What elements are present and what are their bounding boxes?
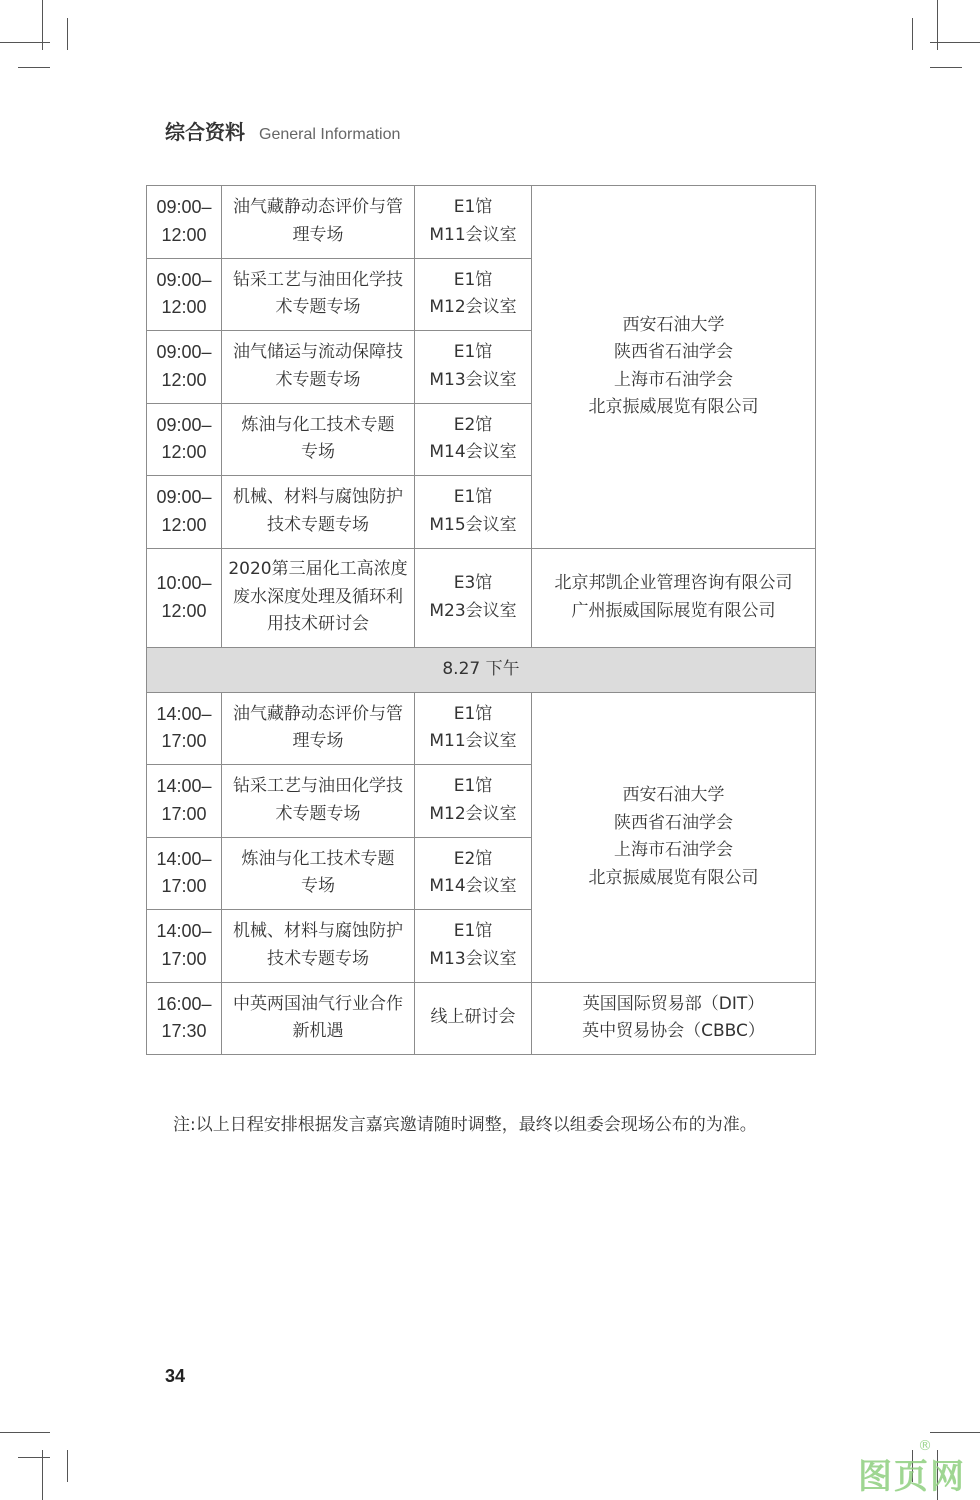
organizer-cell: 西安石油大学 陕西省石油学会 上海市石油学会 北京振威展览有限公司 xyxy=(532,692,816,982)
page-header xyxy=(165,116,400,145)
organizer-cell: 北京邦凯企业管理咨询有限公司 广州振威国际展览有限公司 xyxy=(532,548,816,647)
crop-mark xyxy=(937,0,938,50)
crop-mark xyxy=(18,67,50,68)
watermark-logo: 图页网 xyxy=(858,1457,966,1497)
crop-mark xyxy=(0,1432,50,1433)
venue-cell: E1馆 M13会议室 xyxy=(415,910,532,983)
venue-cell: E2馆 M14会议室 xyxy=(415,403,532,476)
crop-mark xyxy=(42,0,43,50)
topic-cell: 钻采工艺与油田化学技 术专题专场 xyxy=(222,765,415,838)
topic-cell: 机械、材料与腐蚀防护 技术专题专场 xyxy=(222,910,415,983)
time-cell: 14:00– 17:00 xyxy=(147,837,222,910)
time-cell: 09:00– 12:00 xyxy=(147,258,222,331)
topic-cell: 油气藏静动态评价与管 理专场 xyxy=(222,186,415,259)
crop-mark xyxy=(930,67,962,68)
topic-cell: 钻采工艺与油田化学技 术专题专场 xyxy=(222,258,415,331)
organizer-cell: 西安石油大学 陕西省石油学会 上海市石油学会 北京振威展览有限公司 xyxy=(532,186,816,549)
venue-cell: E1馆 M12会议室 xyxy=(415,765,532,838)
crop-mark xyxy=(912,18,913,50)
table-row xyxy=(147,186,816,259)
table-row xyxy=(147,982,816,1054)
venue-cell: E3馆 M23会议室 xyxy=(415,548,532,647)
topic-cell: 油气储运与流动保障技 术专题专场 xyxy=(222,331,415,404)
organizer-cell: 英国国际贸易部（DIT） 英中贸易协会（CBBC） xyxy=(532,982,816,1054)
crop-mark xyxy=(930,1432,980,1433)
time-cell: 09:00– 12:00 xyxy=(147,476,222,549)
topic-cell: 炼油与化工技术专题 专场 xyxy=(222,837,415,910)
topic-cell: 机械、材料与腐蚀防护 技术专题专场 xyxy=(222,476,415,549)
venue-cell: E1馆 M13会议室 xyxy=(415,331,532,404)
time-cell: 14:00– 17:00 xyxy=(147,692,222,765)
header-title-en: General Information xyxy=(259,126,401,143)
registered-mark: ® xyxy=(918,1438,932,1454)
time-cell: 10:00– 12:00 xyxy=(147,548,222,647)
topic-cell: 油气藏静动态评价与管 理专场 xyxy=(222,692,415,765)
section-header-row xyxy=(147,647,816,692)
time-cell: 14:00– 17:00 xyxy=(147,765,222,838)
venue-cell: E1馆 M11会议室 xyxy=(415,186,532,259)
schedule-table xyxy=(146,185,816,1055)
crop-mark xyxy=(67,1450,68,1482)
time-cell: 09:00– 12:00 xyxy=(147,331,222,404)
time-cell: 16:00– 17:30 xyxy=(147,982,222,1054)
section-label: 8.27 下午 xyxy=(147,647,816,692)
page-number: 34 xyxy=(165,1366,186,1386)
venue-cell: E2馆 M14会议室 xyxy=(415,837,532,910)
crop-mark xyxy=(67,18,68,50)
venue-cell: E1馆 M12会议室 xyxy=(415,258,532,331)
time-cell: 09:00– 12:00 xyxy=(147,186,222,259)
table-row xyxy=(147,548,816,647)
crop-mark xyxy=(42,1450,43,1500)
topic-cell: 中英两国油气行业合作 新机遇 xyxy=(222,982,415,1054)
venue-cell: E1馆 M15会议室 xyxy=(415,476,532,549)
header-title-zh: 综合资料 xyxy=(165,120,245,144)
table-row xyxy=(147,692,816,765)
schedule-note: 注:以上日程安排根据发言嘉宾邀请随时调整，最终以组委会现场公布的为准。 xyxy=(173,1115,757,1135)
venue-cell: E1馆 M11会议室 xyxy=(415,692,532,765)
time-cell: 14:00– 17:00 xyxy=(147,910,222,983)
time-cell: 09:00– 12:00 xyxy=(147,403,222,476)
topic-cell: 炼油与化工技术专题 专场 xyxy=(222,403,415,476)
venue-cell: 线上研讨会 xyxy=(415,982,532,1054)
topic-cell: 2020第三届化工高浓度 废水深度处理及循环利 用技术研讨会 xyxy=(222,548,415,647)
crop-mark xyxy=(18,1457,50,1458)
